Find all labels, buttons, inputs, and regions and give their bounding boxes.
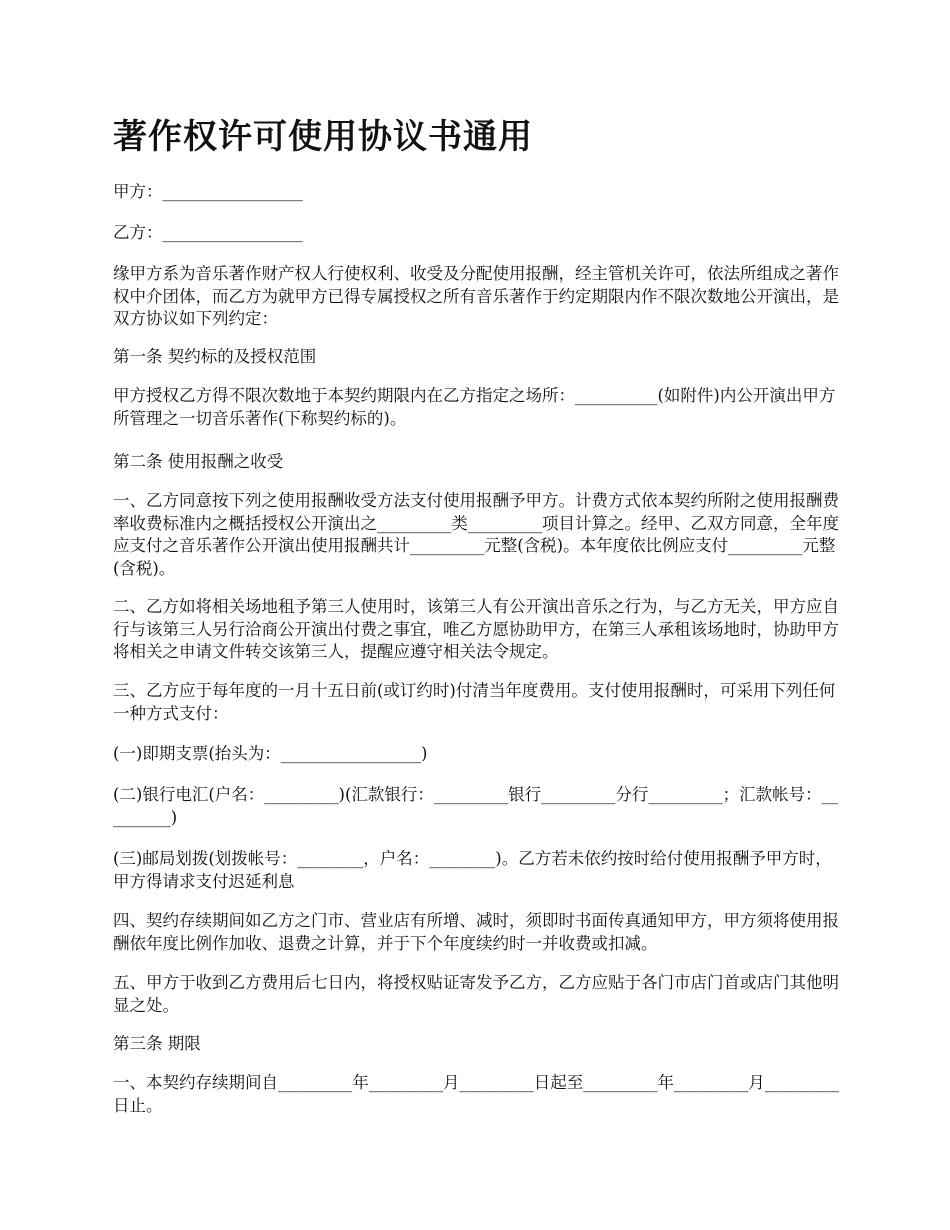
article-2-clause-5: 五、甲方于收到乙方费用后七日内，将授权贴证寄发予乙方，乙方应贴于各门市店门首或店门其他明显之处。	[113, 973, 839, 1015]
payment-method-postal: (三)邮局划拨(划拨帐号：________，户名：________)。乙方若未依约按时给付使用报酬予甲方时，甲方得请求支付迟延利息	[113, 849, 832, 891]
payment-method-check: (一)即期支票(抬头为：_________________)	[113, 744, 428, 763]
article-1-paragraph: 甲方授权乙方得不限次数地于本契约期限内在乙方指定之场所：__________(如附件)内公开演出甲方所管理之一切音乐著作(下称契约标的)。	[113, 386, 836, 428]
preamble-paragraph: 缘甲方系为音乐著作财产权人行使权利、收受及分配使用报酬，经主管机关许可，依法所组成之著作权中介团体，而乙方为就甲方已得专属授权之所有音乐著作于约定期限内作不限次数地公开演出，是双方协议如下列约定：	[113, 264, 839, 328]
article-3-heading: 第三条 期限	[113, 1034, 201, 1053]
article-2-clause-4: 四、契约存续期间如乙方之门市、营业店有所增、减时，须即时书面传真通知甲方，甲方须将使用报酬依年度比例作加收、退费之计算，并于下个年度续约时一并收费或扣减。	[113, 911, 839, 953]
document-title: 著作权许可使用协议书通用	[113, 117, 533, 157]
article-2-clause-3: 三、乙方应于每年度的一月十五日前(或订约时)付清当年度费用。支付使用报酬时，可采用下列任何一种方式支付：	[113, 681, 836, 723]
article-2-heading: 第二条 使用报酬之收受	[113, 452, 284, 471]
article-2-clause-1: 一、乙方同意按下列之使用报酬收受方法支付使用报酬予甲方。计费方式依本契约所附之使用报酬费率收费标准内之概括授权公开演出之_________类_________项目计算之。经甲、乙双方同意，全年度应支付之音乐著作公开演出使用报酬共计_________元整(含税)。本年度依比例应支付_________元整(含税)。	[113, 491, 839, 578]
party-a-line: 甲方：_________________	[113, 182, 303, 201]
article-3-clause-1: 一、本契约存续期间自_________年_________月_________日起至_________年_________月_________日止。	[113, 1073, 839, 1115]
article-1-heading: 第一条 契约标的及授权范围	[113, 347, 317, 366]
article-2-clause-2: 二、乙方如将相关场地租予第三人使用时，该第三人有公开演出音乐之行为，与乙方无关，甲方应自行与该第三人另行洽商公开演出付费之事宜，唯乙方愿协助甲方，在第三人承租该场地时，协助甲方将相关之申请文件转交该第三人，提醒应遵守相关法令规定。	[113, 597, 839, 661]
party-b-line: 乙方：_________________	[113, 223, 303, 242]
payment-method-wire: (二)银行电汇(户名：_________)(汇款银行：_________银行_________分行_________；汇款帐号：_________)	[113, 785, 839, 827]
